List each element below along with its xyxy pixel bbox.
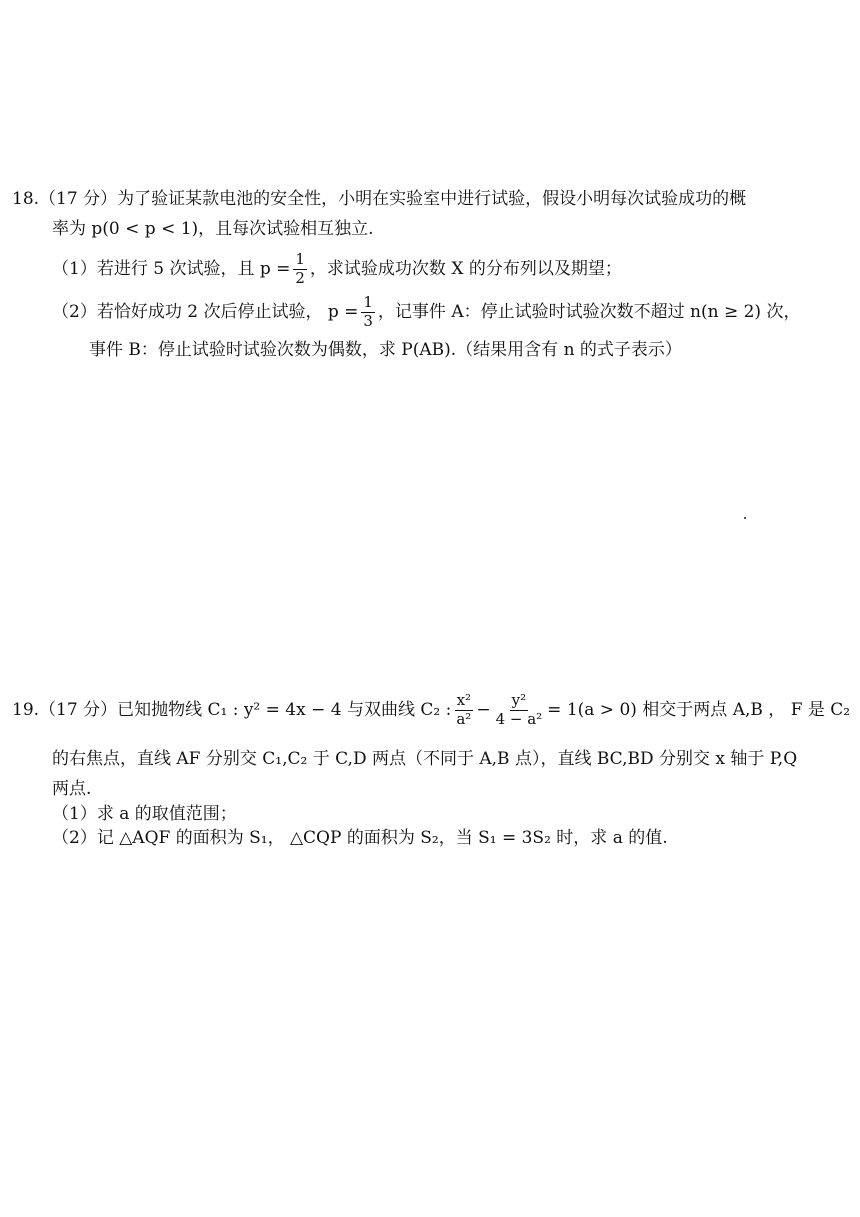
fraction-y2-over-4-minus-a2 [494, 693, 545, 728]
q19-line1-text-before: 19.（17 分）已知抛物线 C₁ : y² = 4x − 4 与双曲线 C₂ : [12, 699, 452, 720]
fraction-numerator: 1 [363, 293, 373, 311]
fraction-x2-over-a2 [454, 693, 473, 728]
q19-line1-text-after: = 1(a > 0) 相交于两点 A,B ， F 是 C₂ [547, 699, 851, 720]
q19-stem-line1 [12, 693, 850, 728]
fraction-numerator: y² [511, 691, 527, 709]
q19-part1: （1）求 a 的取值范围； [52, 804, 237, 824]
q18-part1 [52, 252, 622, 287]
minus-sign: − [476, 699, 491, 720]
q18-part2-line2: 事件 B：停止试验时试验次数为偶数，求 P(AB).（结果用含有 n 的式子表示） [89, 340, 682, 360]
q18-part2-text-before: （2）若恰好成功 2 次后停止试验， p = [52, 301, 359, 322]
q18-part1-text-before: （1）若进行 5 次试验，且 p = [52, 258, 291, 279]
fraction-numerator: x² [456, 691, 472, 709]
scan-speck [744, 517, 746, 519]
q19-stem-line2: 的右焦点，直线 AF 分别交 C₁,C₂ 于 C,D 两点（不同于 A,B 点），直线 BC,BD 分别交 x 轴于 P,Q [52, 749, 798, 769]
q18-part1-text-after: ，求试验成功次数 X 的分布列以及期望； [309, 258, 622, 279]
fraction-one-half [293, 252, 307, 287]
fraction-denominator: 4 − a² [495, 709, 543, 728]
q19-stem-line3: 两点. [52, 779, 92, 799]
q18-part2-text-after: ，记事件 A：停止试验时试验次数不超过 n(n ≥ 2) 次， [377, 301, 801, 322]
fraction-denominator: 2 [295, 268, 305, 287]
q18-stem-line2: 率为 p(0 < p < 1)，且每次试验相互独立. [52, 219, 374, 239]
fraction-one-third [361, 295, 375, 330]
q18-stem-line1: 18.（17 分）为了验证某款电池的安全性，小明在实验室中进行试验，假设小明每次试验成功的概 [12, 189, 747, 209]
fraction-denominator: a² [456, 709, 472, 728]
fraction-numerator: 1 [295, 250, 305, 268]
q19-part2: （2）记 △AQF 的面积为 S₁， △CQP 的面积为 S₂，当 S₁ = 3S₂ 时，求 a 的值. [52, 828, 668, 848]
q18-part2 [52, 295, 800, 330]
fraction-denominator: 3 [363, 311, 373, 330]
